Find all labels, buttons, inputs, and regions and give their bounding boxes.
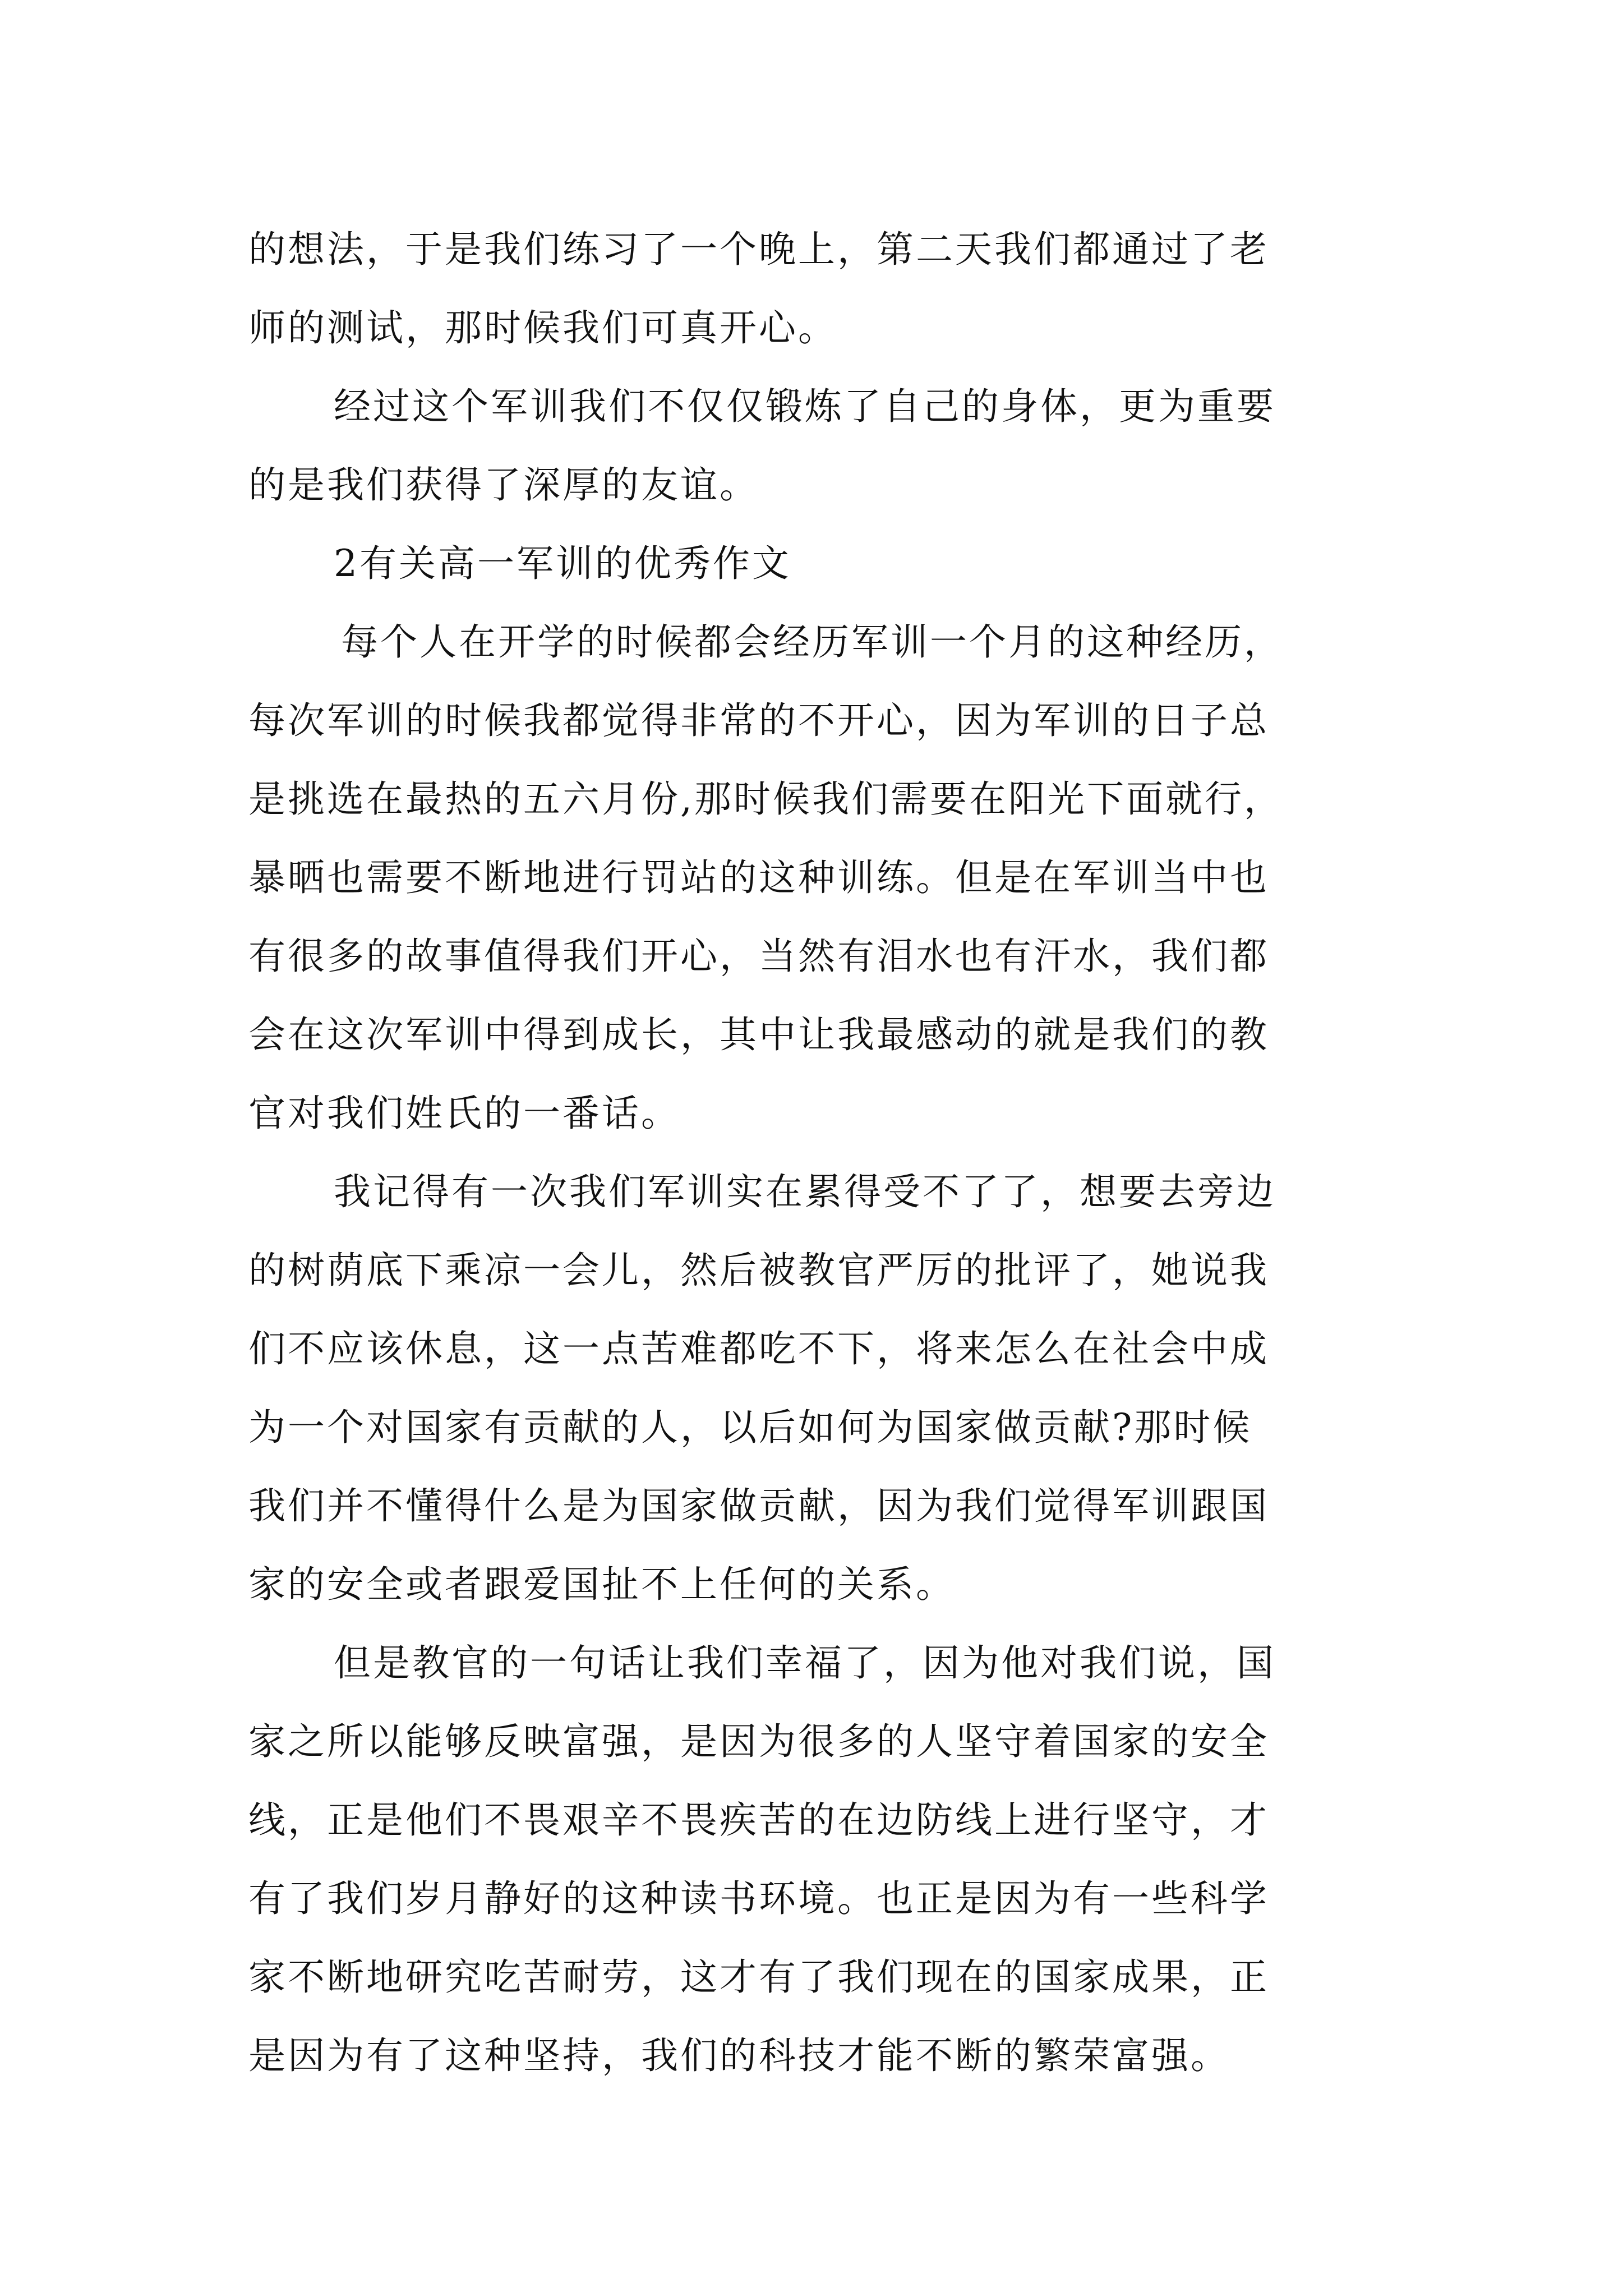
text-line: 但是教官的一句话让我们幸福了，因为他对我们说，国 (334, 1641, 1276, 1685)
text-line: 每次军训的时候我都觉得非常的不开心，因为军训的日子总 (248, 699, 1269, 742)
text-line: 是挑选在最热的五六月份,那时候我们需要在阳光下面就行， (248, 777, 1283, 821)
text-line: 经过这个军训我们不仅仅锻炼了自己的身体，更为重要 (334, 385, 1276, 428)
text-line: 每个人在开学的时候都会经历军训一个月的这种经历， (341, 620, 1283, 664)
paragraph (248, 367, 1393, 524)
heading-text: 2有关高一军训的优秀作文 (334, 542, 791, 585)
text-line: 有了我们岁月静好的这种读书环境。也正是因为有一些科学 (248, 1877, 1269, 1920)
text-line: 的是我们获得了深厚的友谊。 (248, 463, 759, 507)
text-line: 线，正是他们不畏艰辛不畏疾苦的在边防线上进行坚守，才 (248, 1798, 1269, 1842)
text-line: 家不断地研究吃苦耐劳，这才有了我们现在的国家成果，正 (248, 1955, 1269, 1999)
text-line: 我记得有一次我们军训实在累得受不了了，想要去旁边 (334, 1170, 1276, 1213)
text-line: 官对我们姓氏的一番话。 (248, 1092, 680, 1135)
paragraph (248, 1624, 1393, 2095)
paragraph (248, 603, 1393, 1153)
text-line: 们不应该休息，这一点苦难都吃不下，将来怎么在社会中成 (248, 1327, 1269, 1370)
text-line: 的想法，于是我们练习了一个晚上，第二天我们都通过了老 (248, 228, 1269, 271)
text-line: 我们并不懂得什么是为国家做贡献，因为我们觉得军训跟国 (248, 1484, 1269, 1527)
paragraph (248, 210, 1393, 367)
text-line: 暴晒也需要不断地进行罚站的这种训练。但是在军训当中也 (248, 856, 1269, 899)
document-body (248, 210, 1393, 2095)
text-line: 为一个对国家有贡献的人，以后如何为国家做贡献?那时候 (248, 1406, 1252, 1449)
text-line: 有很多的故事值得我们开心，当然有泪水也有汗水，我们都 (248, 935, 1269, 978)
section-heading (248, 524, 1393, 603)
text-line: 是因为有了这种坚持，我们的科技才能不断的繁荣富强。 (248, 2034, 1230, 2077)
text-line: 家的安全或者跟爱国扯不上任何的关系。 (248, 1563, 955, 1606)
text-line: 会在这次军训中得到成长，其中让我最感动的就是我们的教 (248, 1013, 1269, 1056)
paragraph (248, 1153, 1393, 1624)
text-line: 师的测试，那时候我们可真开心。 (248, 306, 837, 349)
text-line: 的树荫底下乘凉一会儿，然后被教官严厉的批评了，她说我 (248, 1249, 1269, 1292)
text-line: 家之所以能够反映富强，是因为很多的人坚守着国家的安全 (248, 1720, 1269, 1763)
